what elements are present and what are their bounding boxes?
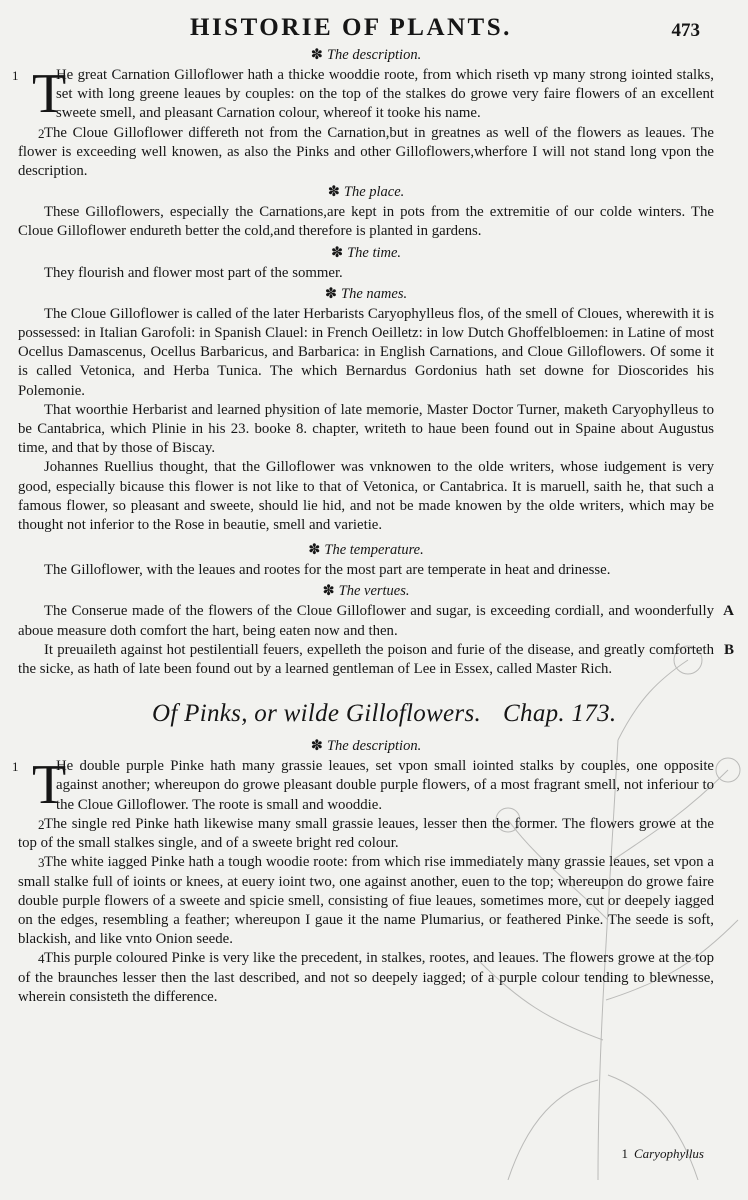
paragraph-text: The Cloue Gilloflower is called of the later Herbarists Caryophylleus flos, of the smell of Cloues, wherewith it is possessed: in Italian Garofoli: in Spanish Clauel: in French Oeilletz: in low Dutch Ghoffelbloemen: in Latine of most Ocellus Damascenus, Ocellus Barbaricus, and Barbarica: in English Carnations, and Cloue Gilloflowers. Of some it is called Vetonica, and Herba Tunica. The which Bernardus Gordonius hath set downe for Dioscorides his Polemonie. bbox=[18, 305, 714, 399]
fleuron-icon: ✽ bbox=[310, 738, 323, 755]
section-heading-vertues: ✽ The vertues. bbox=[322, 583, 410, 600]
page-header bbox=[0, 8, 748, 48]
paragraph bbox=[18, 264, 714, 283]
paragraph bbox=[18, 561, 714, 580]
fleuron-icon: ✽ bbox=[310, 47, 323, 63]
fleuron-icon: ✽ bbox=[324, 285, 338, 302]
paragraph bbox=[18, 124, 714, 182]
paragraph-text: That woorthie Herbarist and learned physition of late memorie, Master Doctor Turner, maketh Caryophylleus to be Cantabrica, which Plinie in his 23. booke 8. chapter, writeth to haue been found out in Spaine about Augustus time, and that by those of Biscay. bbox=[18, 401, 714, 457]
catchword-number: 1 bbox=[621, 1146, 628, 1161]
page-number: 473 bbox=[671, 20, 700, 41]
section-heading-time: ✽ The time. bbox=[330, 244, 402, 261]
paragraph-text: It preuaileth against hot pestilentiall feuers, expelleth the poison and furie of the disease, and greatly comforteth the sicke, as hath of late been found out by a learned gentleman of Lee in Essex, called Master Rich. bbox=[18, 641, 714, 678]
paragraph-number: 4 bbox=[38, 951, 45, 967]
fleuron-icon: ✽ bbox=[330, 244, 344, 261]
paragraph-number: 2 bbox=[38, 125, 45, 141]
paragraph bbox=[18, 401, 714, 459]
chapter-name: Of Pinks, or wilde Gilloflowers. bbox=[152, 700, 482, 728]
paragraph-text: He great Carnation Gilloflower hath a thicke wooddie roote, from which riseth vp many strong iointed stalks, set with long greene leaues by couples: on the top of the stalkes do growe very faire flowers of an excellent sweete smell, and pleasant Carnation colour, whereof it tooke his name. bbox=[56, 67, 714, 122]
paragraph-text: These Gilloflowers, especially the Carnations,are kept in pots from the extremitie of our colde winters. The Cloue Gilloflower endureth better the cold,and therefore is planted in gardens. bbox=[18, 204, 714, 240]
margin-letter: A bbox=[723, 603, 734, 620]
fleuron-icon: ✽ bbox=[327, 184, 340, 201]
paragraph bbox=[12, 63, 714, 125]
paragraph-number: 2 bbox=[38, 816, 45, 832]
paragraph-number: 3 bbox=[38, 855, 45, 871]
catchword bbox=[621, 1146, 704, 1162]
drop-cap: T bbox=[32, 754, 67, 817]
page-body bbox=[12, 44, 734, 1007]
section-heading-place: ✽ The place. bbox=[327, 184, 405, 201]
section-heading-temperature: ✽ The temperature. bbox=[308, 542, 424, 559]
paragraph-text: The Conserue made of the flowers of the Cloue Gilloflower and sugar, is exceeding cordiall, and woonderfully aboue measure doth comfort the hart, being eaten now and then. bbox=[18, 603, 714, 639]
paragraph-text: He double purple Pinke hath many grassie leaues, set vpon small iointed stalks by couples, one opposite against another; whereupon do growe pleasant double purple flowers, of a most fragrant smell, not inferiour to the Cloue Gilloflower. The roote is small and wooddie. bbox=[56, 758, 714, 813]
paragraph-text: They flourish and flower most part of the sommer. bbox=[44, 264, 343, 281]
section-heading-description: ✽ The description. bbox=[310, 47, 422, 63]
paragraph bbox=[18, 602, 734, 640]
fleuron-icon: ✽ bbox=[322, 583, 335, 600]
drop-cap: T bbox=[32, 63, 67, 125]
paragraph bbox=[18, 203, 714, 241]
running-title: HISTORIE OF PLANTS. bbox=[190, 14, 512, 41]
chapter-title bbox=[152, 697, 714, 731]
paragraph bbox=[18, 305, 714, 401]
paragraph-text: The Gilloflower, with the leaues and rootes for the most part are temperate in heat and drinesse. bbox=[44, 562, 611, 579]
paragraph-text: The single red Pinke hath likewise many small grassie leaues, lesser then the former. The flowers growe at the top of the small stalkes single, and of a sweete bright red colour. bbox=[18, 815, 714, 852]
margin-letter: B bbox=[723, 641, 734, 658]
paragraph bbox=[18, 815, 714, 853]
paragraph bbox=[18, 949, 714, 1007]
paragraph-text: This purple coloured Pinke is very like the precedent, in stalkes, rootes, and leaues. The flowers growe at the top of the braunches lesser then the last described, and not so deepely iagged; of a purple colour tending to blewnesse, wherein consisteth the difference. bbox=[18, 950, 714, 1005]
chapter-number: Chap. 173. bbox=[503, 700, 617, 728]
paragraph bbox=[18, 641, 734, 679]
paragraph-number: 1 bbox=[12, 68, 19, 83]
paragraph bbox=[12, 754, 714, 817]
section-heading-names: ✽ The names. bbox=[324, 285, 408, 302]
paragraph bbox=[18, 853, 714, 949]
paragraph-text: The Cloue Gilloflower differeth not from the Carnation,but in greatnes as well of the flowers as leaues. The flower is exceeding well knowen, as also the Pinks and other Gilloflowers,wherfore I will not stand long vpon the description. bbox=[18, 124, 714, 180]
paragraph-text: Johannes Ruellius thought, that the Gilloflower was vnknowen to the olde writers, whose iudgement is very good, especially bicause this flower is not like to that of Vetonica, or Cantabrica. It is maruell, saith he, that such a famous flower, so pleasant and sweete, should lie hid, and not be made knowen by the olde writers, which may be thought not inferior to the Rose in beautie, smell and varietie. bbox=[18, 459, 714, 534]
paragraph bbox=[18, 458, 714, 535]
fleuron-icon: ✽ bbox=[308, 542, 321, 559]
section-heading-description: ✽ The description. bbox=[310, 738, 422, 755]
paragraph-number: 1 bbox=[12, 759, 19, 775]
paragraph-text: The white iagged Pinke hath a tough woodie roote: from which rise immediately many grassie leaues, set vpon a small stalke full of ioints or knees, at euery ioint two, one against another, euen to the top; whereupon do growe faire double purple flowers of a sweete and spicie smell, consisting of fiue leaues, sometimes more, cut or deepely iagged on the edges, resembling a feather; whereupon I gaue it the name Plumarius, or feathered Pinke. The seede is soft, blackish, and like vnto Onion seede. bbox=[18, 854, 714, 948]
catchword-text: Caryophyllus bbox=[633, 1146, 704, 1161]
